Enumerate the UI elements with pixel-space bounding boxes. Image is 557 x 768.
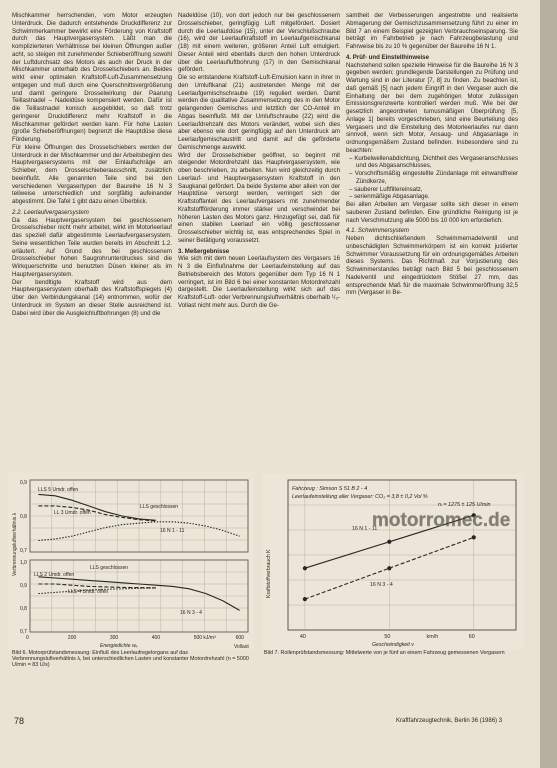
journal-footer: Kraftfahrzeugtechnik, Berlin 36 (1986) 3	[396, 718, 503, 724]
text-column-2	[178, 12, 340, 310]
label-variant-top: 16 N 1 - 11	[160, 528, 185, 534]
label-lls4-open: LLS 4 Umdr. offen	[68, 589, 109, 595]
figure-7-caption: Bild 7. Rollenprüfstandsmessung: Mittelwerte von je fünf an einem Fahrzeug gemessenen Vergasern	[264, 650, 505, 656]
label-lls3-open: LL 3 Umdr. offen	[54, 510, 91, 516]
paragraph: samtheit der Verbesserungen angestrebte und realisierte Abmagerung der Gemischzusammensetzung führt zu einer im Bild 7 an einem Beispiel gezeigten Verbrauchseinsparung. Sie beträgt im Fahrbetrieb je nach Fahrzeugbelastung und Fahrweise bis zu 10 % gegenüber der Baureihe 16 N 1.	[346, 12, 518, 50]
x-tick-label: km/h	[426, 634, 439, 640]
section-heading: 2.2. Leerlaufvergasersystem	[12, 208, 89, 216]
data-point	[472, 536, 475, 539]
figure-6	[8, 472, 254, 650]
figure-7-header-2: Leerlaufeinstellung aller Vergaser: CO₂ = 3,8 ± 0,2 Vol %	[292, 494, 428, 500]
data-point	[388, 567, 391, 570]
y-tick-label: 0,8	[20, 514, 27, 520]
paragraph: Wie sich mit dem neuen Leerlaufsystem des Vergasers 16 N 3 die Einflußnahme der Leerlaufeinstellung auf das Betriebsbereich des Motors gegenüber dem Typ 16 N 1 verringert, ist im Bild 6 bei einer konstanten Motordrehzahl dargestellt. Die Leerlaufeinstellung wirkt sich auf das Kraftstoff-Luft- oder Verbrennungsluftverhältnis oberhalb ¹/₃-Vollast nicht mehr aus. Durch die Ge-	[178, 255, 340, 309]
series-label-16n1: 16 N 1 - 11	[352, 526, 378, 532]
paragraph: Der bendltigte Kraftstoff wird aus dem Hauptvergasersystem oberhalb des Kraftstoffspiegels (4) über den Verbindungskanal (14) entnommen, wofür der Unterdruck im System an dieser Stelle ausreichend ist. Dabei wird über die Ausgleichluftbohrungen (8) und die	[12, 278, 172, 317]
page-number: 78	[14, 716, 25, 726]
y-tick-label: 1,0	[20, 560, 27, 566]
y-axis-label: Verbrennungsluftverhältnis λ	[12, 512, 18, 576]
y-tick-label: 0,9	[20, 583, 27, 589]
data-point	[303, 598, 306, 601]
label-lls2-open: LLS 2 Umdr. offen	[34, 572, 75, 578]
paragraph: Nadeldüse (10), von dort jedoch nur bei geschlossenem Drosselschieber, geringfügig Luft mitgefördert. Dosiert durch die Leerlaufdüse (15), unter der Verschlußschraube (16), wird der Leerlaufkraftstoff im Leerlaufgemischkanal (18) mit einem weiteren, größeren Anteil Luft emulgiert. Dieser Anteil wird ebenfalls durch den hohen Unterdruck über die Leerlaufluftbohrung (17) in den Gemischkanal gefördert.	[178, 12, 340, 74]
y-axis-label: Kraftstoffverbrauch K	[266, 549, 272, 598]
y-tick-label: 0,7	[20, 629, 27, 635]
series-line	[38, 584, 155, 588]
list-item: – serienmäßige Abgasanlage.	[349, 193, 430, 201]
x-axis-label: Geschwindigkeit v	[372, 642, 414, 648]
y-tick-label: 0,9	[20, 480, 27, 486]
paragraph: Neben dichtschließendem Schwimmernadelventil und unbeschädigten Schwimmerkörpern ist ein korrekt justierter Schwimmer Voraussetzung für ein ordnungsgemäßes Arbeiten dieses Systems. Das Richtmaß zur Vorjustierung des Schwimmerstandes beträgt nach Bild 5 bei geschlossenem Nadelventil und eingedrücktem Stößel 27 mm, das entsprechende Maß für die maximale Schwimmeröffnung 32,5 mm (Vergaser in Be-	[346, 235, 518, 297]
list-item: – sauberer Luftfiltereinsatz,	[349, 185, 423, 193]
figure-7	[262, 474, 524, 650]
paragraph: Da das Hauptvergasersystem bei geschlossenem Drosselschieber nicht mehr arbeitet, wirkt im Motorleerlauf das speziell dafür abgestimmte Leerlaufvergasersystem. Seine wesentlichen Teile wurden bereits im Abschnitt 1.2. erläutert. Auf Grund des bei geschlossenem Drosselschieber hohen Saugrohrunterdruckes sind die Wirkquerschnitte und benutzten Düsen kleiner als im Hauptvergasersystem.	[12, 216, 172, 278]
text-column-3	[346, 12, 518, 297]
label-lls5-open: LLS 5 Umdr. offen	[38, 487, 79, 493]
figure-7-header-1: Fahrzeug : Simson S 51 B 2 - 4	[292, 486, 368, 492]
label-lls-closed-bottom: LLS geschlossen	[90, 565, 129, 571]
data-point	[388, 540, 391, 543]
section-heading: 4. Prüf- und Einstellhinweise	[346, 53, 429, 61]
figure-6-caption: Bild 6. Motorprüfstandsmessung: Einfluß des Leerlaufregelorgans auf das Verbrennungsluftverhältnis λ, bei unterschiedlichen Lasten und konstanter Motordrehzahl (n = 5000 U/min = 83 U/s)	[12, 650, 249, 669]
x-tick-label: 300	[109, 635, 119, 641]
paragraph: Nachstehend sollen spezielle Hinweise für die Baureihe 16 N 3 gegeben werden; grundlegende Darstellungen zu Prüfung und Wartung sind in der Literatur [7, 8] zu finden. Zu beachten ist, daß gemäß [5] nach jedem Eingriff in den Vergaser auch die Einhaltung der bei dem zugehörigen Motor zulässigen Emissionsgrenzwerte kontrolliert werden muß. Wie bei der gesetzlich angeordneten turnusmäßigen Überprüfung [5, Anlage 1] bereits vorgeschrieben, sind eine Beurteilung des Vergasers und die Einstellung des Motorleerlaufes nur dann sinnvoll, wenn sich Motor, Ansaug- und Abgasanlage in ordnungsgemäßem Zustand befinden. Insbesondere sind zu beachten:	[346, 61, 518, 154]
x-tick-label: 40	[299, 634, 306, 640]
label-variant-bottom: 16 N 3 - 4	[180, 610, 202, 616]
y-tick-label: 0,8	[20, 606, 27, 612]
section-heading: 3. Meßergebnisse	[178, 247, 230, 255]
x-tick-label: 0	[26, 635, 29, 641]
section-heading: 4.1. Schwimmersystem	[346, 227, 409, 235]
x-end-label: Vollast	[234, 644, 249, 650]
list-item: – Vorschriftsmäßig eingestellte Zündanlage mit einwandfreier Zündkerze,	[349, 170, 518, 185]
figure-7-header-3: nₗ = 1275 ± 125 U/min	[438, 502, 491, 508]
figure-7-chart	[262, 474, 524, 650]
x-tick-label: 600	[235, 635, 244, 641]
x-tick-label: 50	[384, 634, 391, 640]
paragraph: Für kleine Öffnungen des Drosselschiebers werden der Unterdruck in der Mischkammer und der Arbeitsbeginn des Hauptvergasersystems mit der Einlaufschräge am Schieber, dem Drosselschieberausschnitt, zusätzlich beeinflußt. Alle genannten Teile sind bei den verschiedenen Vergasertypen der Baureihe 16 N 3 teilweise unterschiedlich und sorgfältig aufeinander abgestimmt. Die Tafel 1 gibt dazu einen Überblick.	[12, 143, 172, 205]
list-item: – Kurbelwellenabdichtung, Dichtheit des Vergaseranschlusses und des Abgasanschlusses,	[349, 154, 518, 170]
series-label-16n3: 16 N 3 - 4	[370, 582, 393, 588]
text-column-1	[12, 12, 172, 317]
data-point	[303, 567, 306, 570]
paragraph: Die so entstandene Kraftstoff-Luft-Emulsion kann in ihrer in den Umluftkanal (21) austretenden Menge mit der Leerlaufgemischschraube (19) reguliert werden. Damit werden die qualitative Zusammensetzung des in den Motor gelangenden Gemisches und letztlich der CO-Anteil im Abgas beeinflußt. Mit der Umluftschraube (22) wird die Leerlaufdrehzahl des Motors verändert, wobei sich dies aber ebenso wie dort geringfügig auf den Unterdruck am Leerlaufgemischaustritt und damit auf die geförderte Gemischmenge auswirkt.	[178, 74, 340, 151]
x-tick-label: 400	[151, 635, 161, 641]
figure-6-chart	[8, 472, 254, 650]
next-page-edge	[540, 0, 557, 768]
watermark: motorromec.de	[372, 510, 511, 531]
x-tick-label: 60	[468, 634, 475, 640]
series-line	[38, 494, 155, 520]
x-tick-label: 500 kJ/m³	[193, 635, 216, 641]
y-tick-label: 0,7	[20, 548, 27, 554]
x-tick-label: 200	[67, 635, 77, 641]
paragraph: Wird der Drosselschieber geöffnet, so beginnt mit steigender Motordrehzahl das Hauptvergasersystem, wie oben beschrieben, zu arbeiten. Nun wird gleichzeitig durch Leerlauf- und Hauptvergasersystem Kraftstoff in den Saugkanal gefördert. Da beide Systeme aber allein von der Hauptdüse versorgt werden, verringert sich der Kraftstoffanteil des Leerlaufvergasers mit zunehmender Kraftstoffförderung immer stärker und verschwindet bei höheren Lasten des Motors ganz. Hinzugefügt sei, daß für einen stabilen Leerlauf ein völlig geschlossener Drosselschieber wichtig ist, was entsprechendes Spiel in seiner Betätigung voraussetzt.	[178, 151, 340, 244]
paragraph: Mischkammer herrschenden, vom Motor erzeugten Unterdruck. Die dadurch entstehende Druckdifferenz zur Schwimmerkammer bewirkt eine Förderung von Kraftstoff durch das Hauptvergasersystem. Läßt man die komplizierteren Verhältnisse bei kleinen Öffnungen außer acht, so steigen mit zunehmender Schieberöffnung sowohl der Luftdurchsatz des Motors als auch der Druck in der Mischkammer unterhalb des Drosselschiebers an. Beides wirkt einer optimalen Kraftstoff-Luft-Zusammensetzung entgegen und muß durch eine Querschnittsvergrößerung und damit geringere Drosselwirkung der Paarung Teillastnadel – Nadeldüse kompensiert werden. Dafür ist die Teillastnadel konisch ausgebildet, so daß trotz geringerer Druckdifferenz mehr Kraftstoff in die Mischkammer gefördert werden kann. Für hohe Lasten (große Schieberöffnungen) begrenzt die Hauptdüse diese Förderung.	[12, 12, 172, 143]
x-axis-label: Energiedichte wₑ	[100, 643, 138, 649]
checklist	[346, 155, 518, 202]
paragraph: Bei allen Arbeiten am Vergaser sollte sich dieser in einem sauberen Zustand befinden. Eine gründliche Reinigung ist je nach Verschmutzung alle 5000 bis 10 000 km erforderlich.	[346, 201, 518, 224]
label-lls-closed-top: LLS geschlossen	[140, 504, 179, 510]
